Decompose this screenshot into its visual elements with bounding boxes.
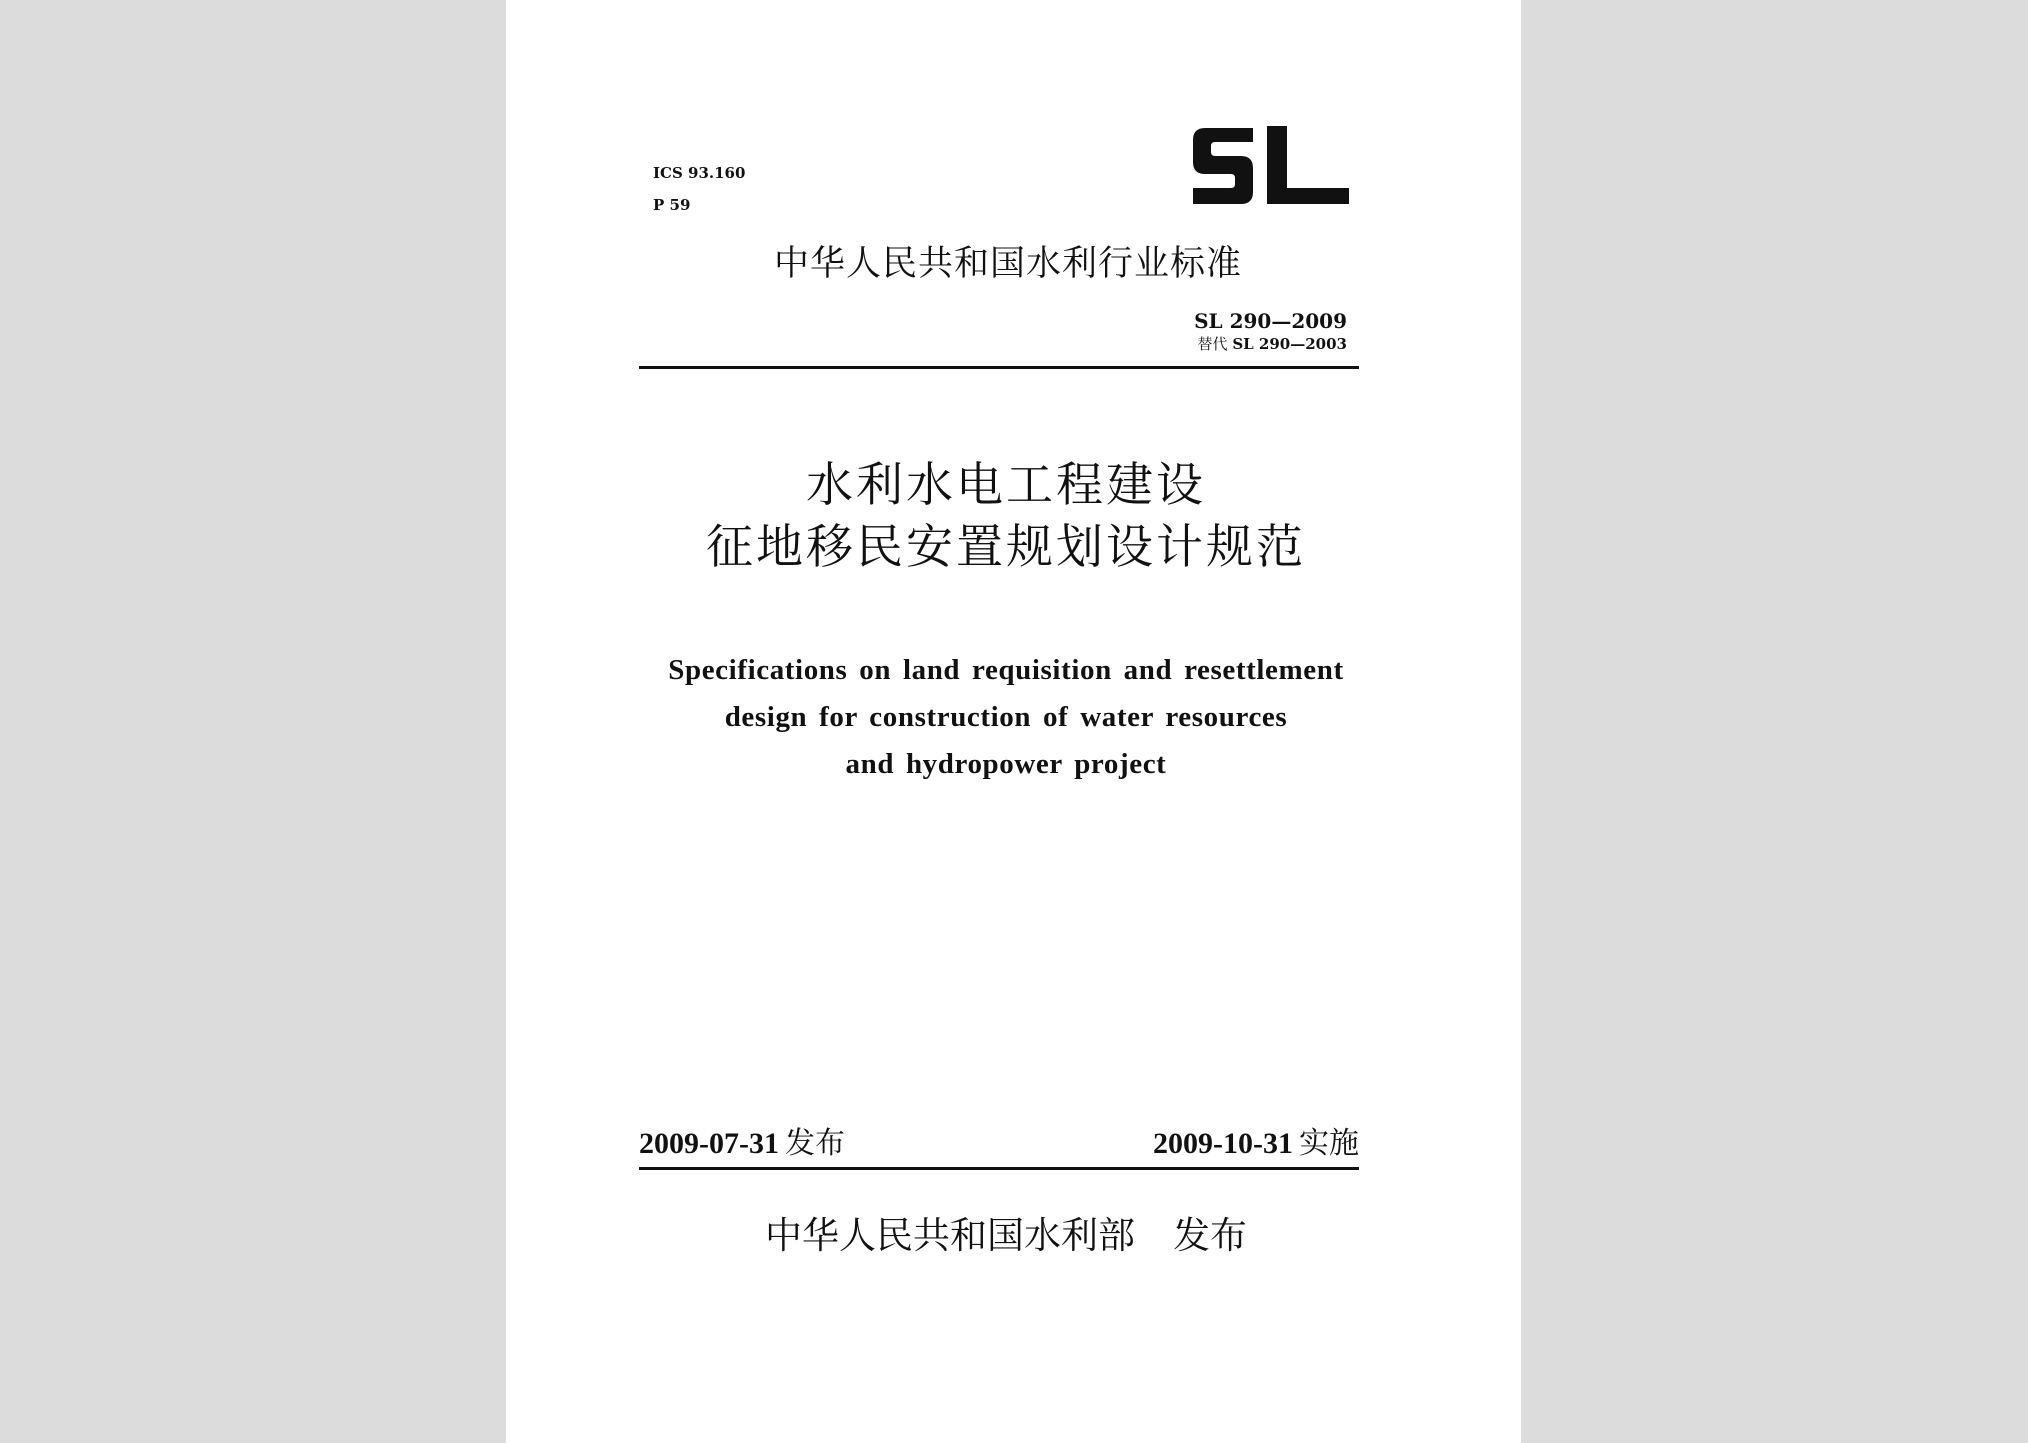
- ics-code: ICS 93.160: [653, 164, 746, 182]
- bottom-divider: [639, 1167, 1359, 1170]
- english-title-line-2: design for construction of water resources: [724, 701, 1288, 733]
- top-divider: [639, 366, 1359, 369]
- effective-date-value: 2009-10-31: [1153, 1127, 1293, 1160]
- replaces-line: [1194, 334, 1347, 354]
- issue-date-label: 发布: [784, 1126, 845, 1161]
- chinese-title-line-2: 征地移民安置规划设计规范: [706, 520, 1306, 575]
- chinese-title-line-1: 水利水电工程建设: [806, 458, 1206, 513]
- classification-block: [653, 157, 745, 221]
- english-title-line-3: and hydropower project: [845, 748, 1167, 780]
- issue-date-value: 2009-07-31: [639, 1127, 779, 1160]
- standard-number: SL 290—2009: [1194, 309, 1347, 333]
- replaces-label: 替代: [1197, 335, 1228, 353]
- english-title-line-1: Specifications on land requisition and resettlement: [668, 654, 1344, 686]
- sl-logo: [1191, 124, 1351, 214]
- chinese-title: [506, 455, 1506, 579]
- standard-code-block: [1194, 308, 1347, 354]
- effective-date-label: 实施: [1299, 1126, 1359, 1161]
- publisher-name: 中华人民共和国水利部: [765, 1214, 1135, 1257]
- effective-date: [1153, 1118, 1359, 1162]
- replaces-number: SL 290—2003: [1232, 335, 1347, 353]
- publisher-line: [506, 1205, 1506, 1259]
- publisher-action: 发布: [1173, 1214, 1247, 1257]
- english-title: [506, 647, 1506, 788]
- issue-date: [639, 1118, 845, 1162]
- industry-standard-title: 中华人民共和国水利行业标准: [774, 244, 1243, 284]
- document-page: [506, 0, 1521, 1443]
- classification-code: P 59: [653, 196, 691, 214]
